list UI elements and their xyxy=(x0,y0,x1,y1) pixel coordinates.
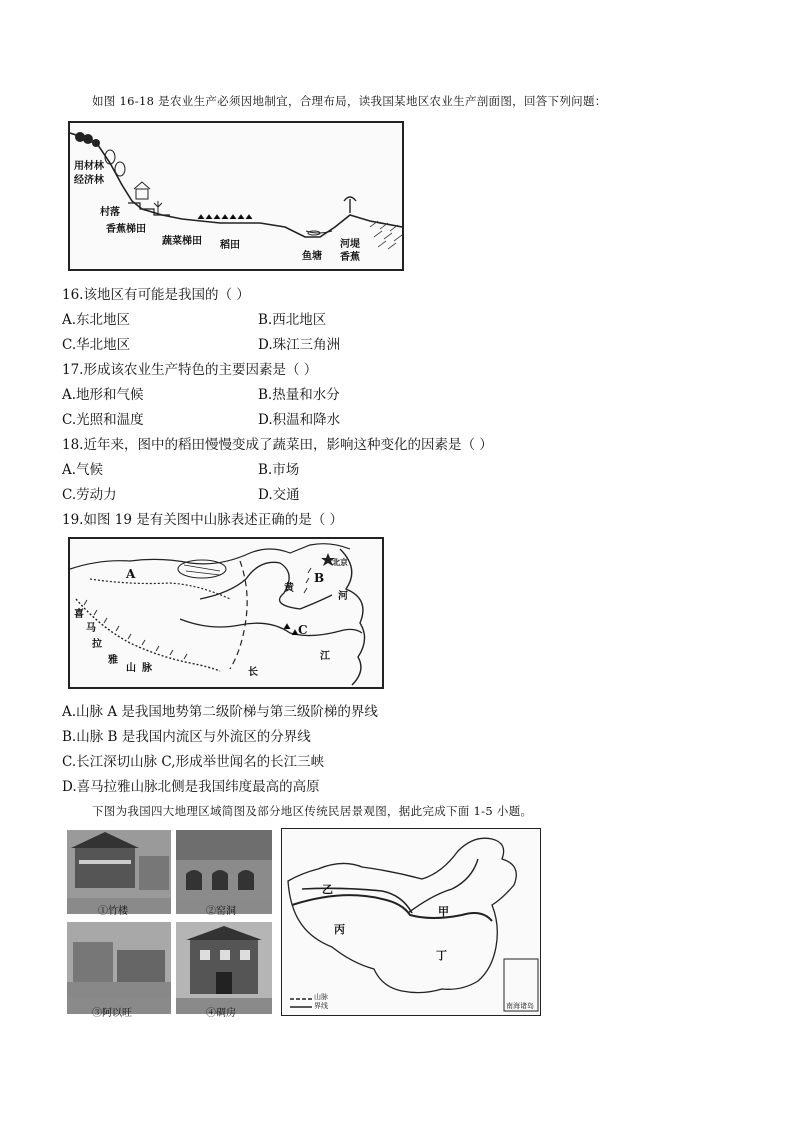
label-he: 河 xyxy=(338,591,348,602)
label-himalaya-1: 喜 xyxy=(74,609,84,620)
inset-south-sea-label: 南海诸岛 xyxy=(506,1002,534,1010)
label-mountain-c: C xyxy=(298,623,308,637)
label-mountain-a: A xyxy=(126,567,136,581)
label-himalaya-6: 脉 xyxy=(142,663,152,674)
question-17-option-c: C.光照和温度 xyxy=(62,412,144,428)
region-label-yi: 乙 xyxy=(322,883,333,896)
question-17-option-d: D.积温和降水 xyxy=(258,412,341,428)
label-banana-terrace: 香蕉梯田 xyxy=(106,224,146,235)
agriculture-profile-figure xyxy=(68,121,404,271)
regions-map-drawing xyxy=(282,829,540,1015)
question-16-option-d: D.珠江三角洲 xyxy=(258,337,341,353)
photo-caption-1: ①竹楼 xyxy=(98,906,128,917)
label-levee: 河堤 xyxy=(340,239,360,250)
question-18-option-b: B.市场 xyxy=(258,462,300,478)
photo-ayiwang xyxy=(67,922,171,1014)
question-16-option-a: A.东北地区 xyxy=(62,312,131,328)
label-huang: 黄 xyxy=(284,583,294,594)
region-label-ding: 丁 xyxy=(436,949,447,962)
label-himalaya-4: 雅 xyxy=(108,655,118,666)
photo-diaofang xyxy=(176,922,272,1014)
label-rice-field: 稻田 xyxy=(220,240,240,251)
question-18-option-a: A.气候 xyxy=(62,462,104,478)
region-label-bing: 丙 xyxy=(334,923,345,936)
question-19-option-b: B.山脉 B 是我国内流区与外流区的分界线 xyxy=(62,729,311,745)
label-himalaya-5: 山 xyxy=(126,663,136,674)
question-19-option-a: A.山脉 A 是我国地势第二级阶梯与第三级阶梯的界线 xyxy=(62,704,378,720)
label-banana: 香蕉 xyxy=(340,252,360,263)
photo-caption-3: ③阿以旺 xyxy=(92,1008,132,1019)
question-17-option-b: B.热量和水分 xyxy=(258,387,340,403)
label-vegetable-terrace: 蔬菜梯田 xyxy=(162,236,202,247)
label-fish-pond: 鱼塘 xyxy=(302,251,322,262)
mountain-map-figure xyxy=(68,537,384,689)
legend-boundary-label: 界线 xyxy=(314,1002,328,1010)
label-timber-forest: 用材林 xyxy=(74,161,104,172)
label-himalaya-3: 拉 xyxy=(92,639,102,650)
label-himalaya-2: 马 xyxy=(86,623,96,634)
question-16-option-b: B.西北地区 xyxy=(258,312,327,328)
question-16-option-c: C.华北地区 xyxy=(62,337,131,353)
legend-mountain-label: 山脉 xyxy=(314,993,328,1001)
question-18-option-d: D.交通 xyxy=(258,487,300,503)
question-18-option-c: C.劳动力 xyxy=(62,487,117,503)
region-label-jia: 甲 xyxy=(438,905,449,918)
intro-text-2: 下图为我国四大地理区域简图及部分地区传统民居景观图，据此完成下面 1-5 小题。 xyxy=(92,804,533,818)
photo-caption-4: ④碉房 xyxy=(206,1008,236,1019)
question-17-stem: 17.形成该农业生产特色的主要因素是（ ） xyxy=(62,362,318,378)
china-regions-map xyxy=(281,828,541,1016)
question-18-stem: 18.近年来，图中的稻田慢慢变成了蔬菜田，影响这种变化的因素是（ ） xyxy=(62,437,493,453)
question-16-stem: 16.该地区有可能是我国的（ ） xyxy=(62,287,250,303)
question-19-stem: 19.如图 19 是有关图中山脉表述正确的是（ ） xyxy=(62,512,344,528)
label-jiang: 江 xyxy=(320,651,330,662)
label-beijing: 北京 xyxy=(332,557,348,567)
label-village: 村落 xyxy=(100,207,120,218)
label-economic-forest: 经济林 xyxy=(74,175,104,186)
question-17-option-a: A.地形和气候 xyxy=(62,387,144,403)
intro-text-1: 如图 16-18 是农业生产必须因地制宜，合理布局，读我国某地区农业生产剖面图，回答下列问题： xyxy=(92,94,607,108)
photo-caption-2: ②窑洞 xyxy=(206,906,236,917)
label-mountain-b: B xyxy=(314,571,325,585)
question-19-option-d: D.喜马拉雅山脉北侧是我国纬度最高的高原 xyxy=(62,779,320,795)
question-19-option-c: C.长江深切山脉 C,形成举世闻名的长江三峡 xyxy=(62,754,325,770)
label-chang: 长 xyxy=(248,667,258,678)
